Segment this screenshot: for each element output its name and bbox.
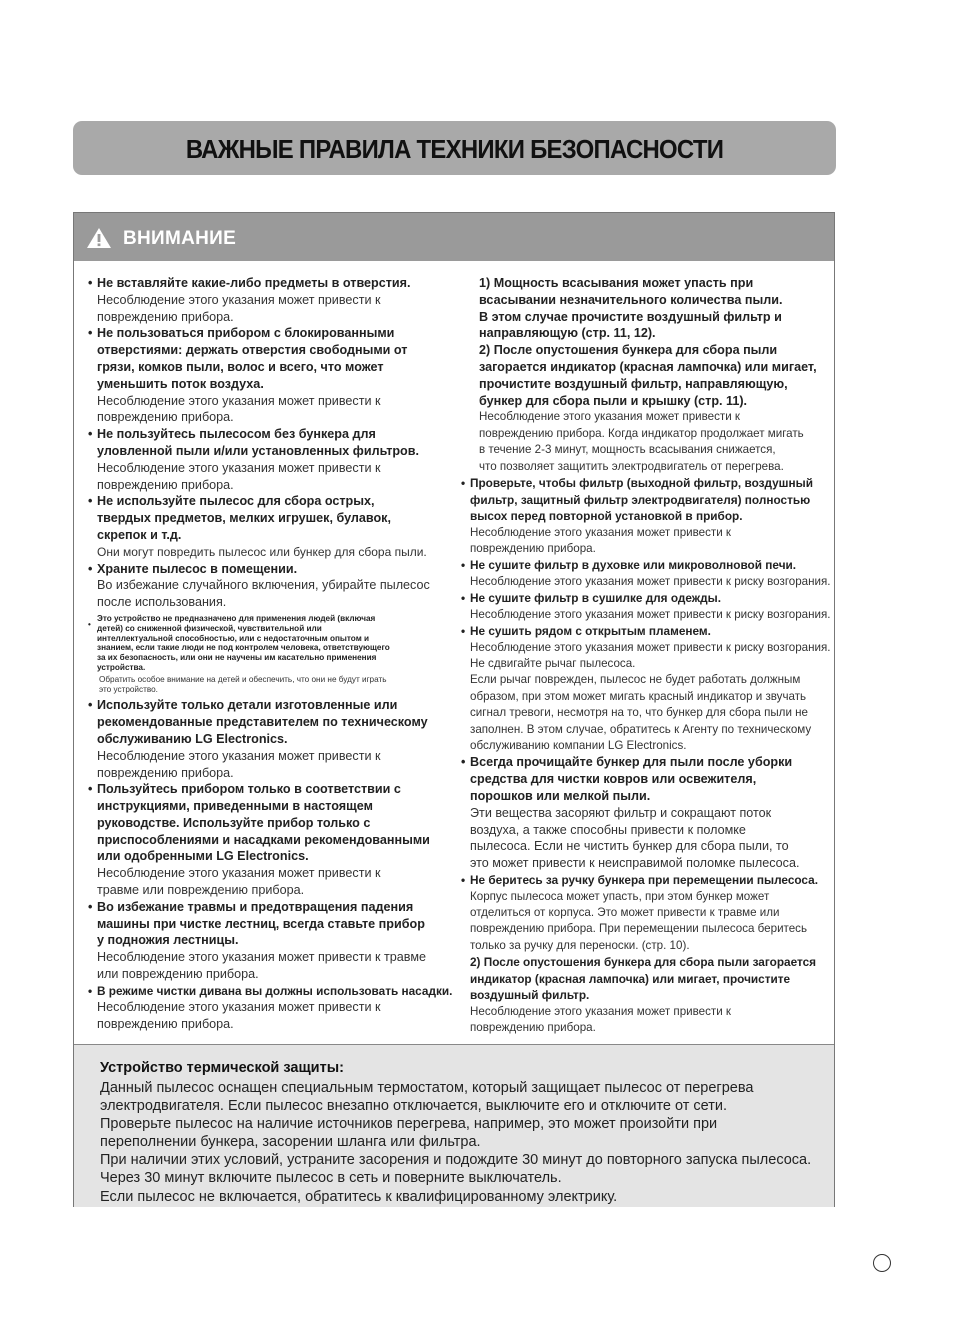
suction-note: 1) Мощность всасывания может упасть при всасывании незначительного количества пыли. В этом случае прочистите воздушный фильтр и направляющую (стр. 11, 12). 2) После опустошения бункера для сбора пыли загорается индикатор (красная лампочка) или мигает, прочистите воздушный фильтр, направляющую, бункер для сбора пыли и крышку (стр. 11). Несоблюдение этого указания может привести к повреждению прибора. Когда индикатор продолжает мигать в течение 2-3 минут, мощность всасывания снижается, что позволяет защитить электродвигатель от перегрева. <box>479 276 817 473</box>
list-item: • Проверьте, чтобы фильтр (выходной фильтр, воздушный фильтр, защитный фильтр электродвигателя) полностью высох перед повторной установкой в прибор. Несоблюдение этого указания может привести к повреждению прибора. <box>461 476 813 555</box>
list-item: • Используйте только детали изготовленные или рекомендованные представителем по техническому обслуживанию LG Electronics. Несоблюдение этого указания может привести к повреждению прибора. <box>88 698 428 780</box>
bullet: • <box>88 619 91 629</box>
safety-panel <box>73 212 835 1207</box>
bullet: • <box>461 873 466 888</box>
bullet: • <box>461 624 466 639</box>
right-column <box>461 275 832 1036</box>
list-item: • Не сушите фильтр в сушилке для одежды. Несоблюдение этого указания может привести к риску возгорания. <box>461 591 831 621</box>
bullet: • <box>88 899 93 914</box>
list-item-fine-print: • Это устройство не предназначено для применения людей (включая детей) со сниженной физической, чувствительной или интеллектуальной способностью, или с недостаточным опытом и знанием, если такие люди не под контролем человека, ответствующего за их безопасность, или они не научены им касательно применения устройства. Обратить особое внимание на детей и обеспечить, что они не будут играть это устройство. <box>88 613 390 694</box>
list-item: • Не беритесь за ручку бункера при перемещении пылесоса. Корпус пылесоса может упасть, при этом бункер может отделиться от корпуса. Это может привести к травме или повреждению прибора. При перемещении пылесоса беритесь только за ручку для переноски. (стр. 10). 2) После опустошения бункера для сбора пыли загорается индикатор (красная лампочка) или мигает, прочистите воздушный фильтр. Несоблюдение этого указания может привести к повреждению прибора. <box>461 873 818 1035</box>
bullet: • <box>88 698 93 713</box>
warning-header <box>74 213 834 261</box>
bullet: • <box>461 476 466 490</box>
warning-triangle-icon <box>86 227 112 249</box>
list-item: • Всегда прочищайте бункер для пыли после уборки средства для чистки ковров или освежителя, порошков или мелкой пыли. Эти вещества засоряют фильтр и сокращают поток воздуха, а также способны привести к поломке пылесоса. Если не чистить бункер для сбора пыли, то это может привести к неисправимой поломке пылесоса. <box>461 755 800 871</box>
warning-label: ВНИМАНИЕ <box>123 228 237 249</box>
title-banner <box>73 121 836 175</box>
list-item: • Во избежание травмы и предотвращения падения машины при чистке лестниц, всегда ставьте прибор у подножия лестницы. Несоблюдение этого указания может привести к травме или повреждению прибора. <box>88 899 426 982</box>
bullet: • <box>88 782 93 797</box>
bullet: • <box>88 276 93 290</box>
thermal-protection-title: Устройство термической защиты: <box>100 1060 344 1076</box>
thermal-protection-body: Данный пылесос оснащен специальным термостатом, который защищает пылесос от перегрева электродвигателя. Если пылесос внезапно отключается, выключите его и отключите от сети. Проверьте пылесос на наличие источников перегрева, например, это может произойти при переполнении бункера, засорении шланга или фильтра. При наличии этих условий, устраните засорения и подождите 30 минут до повторного запуска пылесоса. Через 30 минут включите пылесос в сеть и поверните выключатель. Если пылесос не включается, обратитесь к квалифицированному электрику. <box>100 1080 812 1205</box>
list-item: • Не сушить рядом с открытым пламенем. Несоблюдение этого указания может привести к риску возгорания. Не сдвигайте рычаг пылесоса. Если рычаг поврежден, пылесос не будет работать должным образом, при этом может мигать красный индикатор и звучать сигнал тревоги, несмотря на то, что бункер для сбора пыли не заполнен. В этом случае, обратитесь к Агенту по техническому обслуживанию компании LG Electronics. <box>461 624 831 753</box>
thermal-protection-section <box>74 1044 834 1207</box>
list-item: • Не сушите фильтр в духовке или микроволновой печи. Несоблюдение этого указания может привести к риску возгорания. <box>461 558 831 588</box>
bullet: • <box>88 326 93 341</box>
bullet: • <box>88 494 93 509</box>
list-item: • Пользуйтесь прибором только в соответствии с инструкциями, приведенными в настоящем руководстве. Используйте прибор только с приспособлениями и насадками рекомендованными или одобренными LG Electronics. Несоблюдение этого указания может привести к травме или повреждению прибора. <box>88 782 430 898</box>
bullet: • <box>461 591 466 606</box>
list-item: • Храните пылесос в помещении. Во избежание случайного включения, убирайте пылесос после использования. <box>88 561 430 610</box>
bullet: • <box>88 561 93 576</box>
bullet: • <box>461 755 466 770</box>
page-number-circle <box>873 1254 891 1272</box>
list-item: • Не пользоваться прибором с блокированными отверстиями: держать отверстия свободными от грязи, комков пыли, волос и всего, что может уменьшить поток воздуха. Несоблюдение этого указания может привести к повреждению прибора. <box>88 326 408 425</box>
list-item: • Не используйте пылесос для сбора острых, твердых предметов, мелких игрушек, булавок, скрепок и т.д. Они могут повредить пылесос или бункер для сбора пыли. <box>88 494 427 559</box>
page-title: ВАЖНЫЕ ПРАВИЛА ТЕХНИКИ БЕЗОПАСНОСТИ <box>185 134 724 164</box>
bullet: • <box>88 427 93 442</box>
list-item: • Не вставляйте какие-либо предметы в отверстия. Несоблюдение этого указания может привести к повреждению прибора. <box>88 276 411 324</box>
left-column <box>88 275 454 1033</box>
bullet: • <box>461 558 466 573</box>
list-item: • В режиме чистки дивана вы должны использовать насадки. Несоблюдение этого указания может привести к повреждению прибора. <box>88 983 453 1032</box>
list-item: • Не пользуйтесь пылесосом без бункера для уловленной пыли и/или установленных фильтров. Несоблюдение этого указания может привести к повреждению прибора. <box>88 427 419 492</box>
bullet: • <box>88 983 93 998</box>
